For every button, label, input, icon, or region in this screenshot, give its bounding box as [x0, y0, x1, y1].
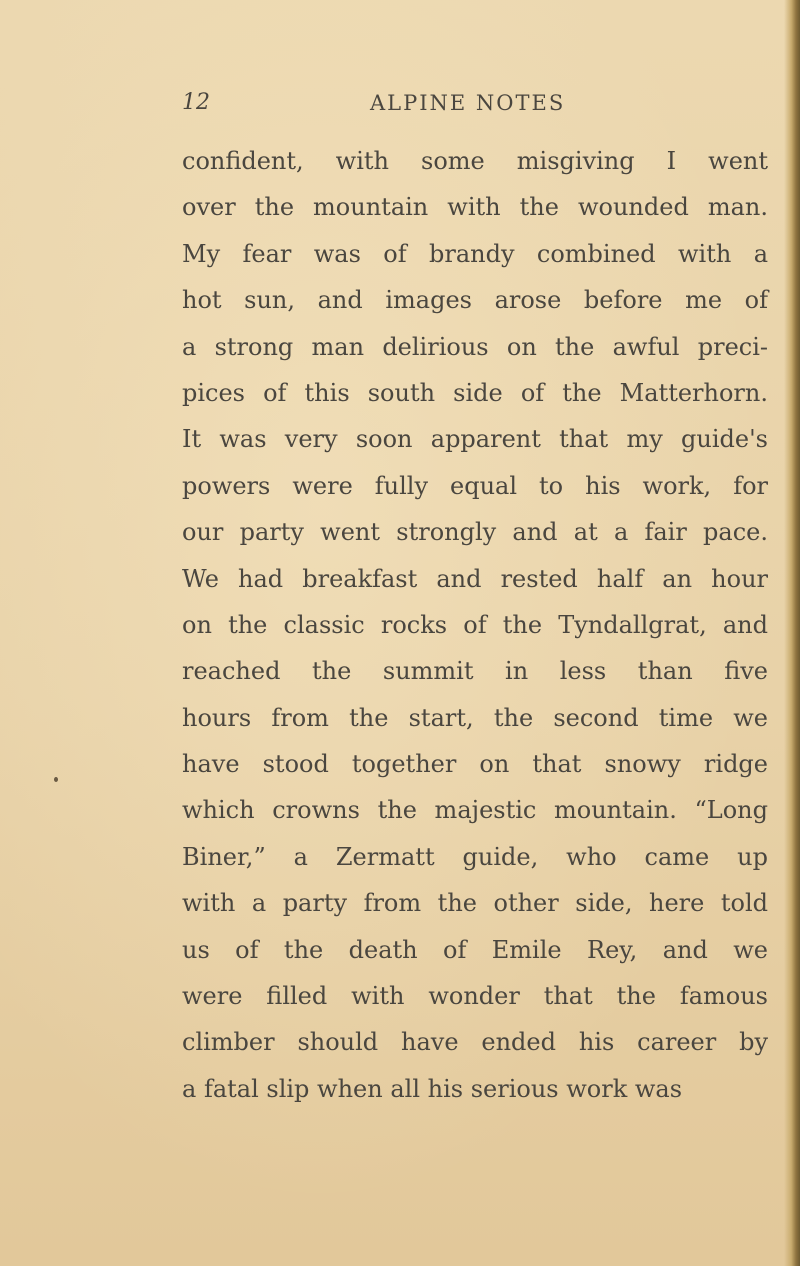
text-line: a strong man delirious on the awful preci- [182, 332, 768, 361]
body-text [182, 138, 768, 1112]
text-line: hot sun, and images arose before me of [182, 286, 768, 315]
text-line: hours from the start, the second time we [182, 703, 768, 732]
text-line: confident, with some misgiving I went [182, 147, 768, 175]
ink-speck [54, 777, 58, 782]
text-line: It was very soon apparent that my guide's [182, 425, 768, 454]
page-header [182, 88, 768, 118]
running-head: ALPINE NOTES [370, 91, 566, 115]
text-line: We had breakfast and rested half an hour [182, 564, 768, 593]
text-line: climber should have ended his career by [182, 1028, 768, 1057]
text-line: powers were fully equal to his work, for [182, 471, 768, 500]
text-line: reached the summit in less than five [182, 657, 768, 686]
page-edge [784, 0, 800, 1266]
text-line: on the classic rocks of the Tyndallgrat, and [182, 610, 768, 639]
text-line: My fear was of brandy combined with a [182, 239, 768, 268]
text-line: were filled with wonder that the famous [182, 982, 768, 1011]
text-line: over the mountain with the wounded man. [182, 193, 768, 222]
text-line: have stood together on that snowy ridge [182, 750, 768, 779]
text-line: pices of this south side of the Matterhorn. [182, 378, 768, 407]
text-line: with a party from the other side, here told [182, 889, 768, 918]
text-line: which crowns the majestic mountain. “Long [182, 796, 768, 825]
page-number: 12 [182, 90, 210, 115]
text-line: us of the death of Emile Rey, and we [182, 935, 768, 964]
text-line: Biner,” a Zermatt guide, who came up [182, 842, 768, 871]
text-line: our party went strongly and at a fair pace. [182, 518, 768, 547]
text-line: a fatal slip when all his serious work was [182, 1074, 683, 1103]
